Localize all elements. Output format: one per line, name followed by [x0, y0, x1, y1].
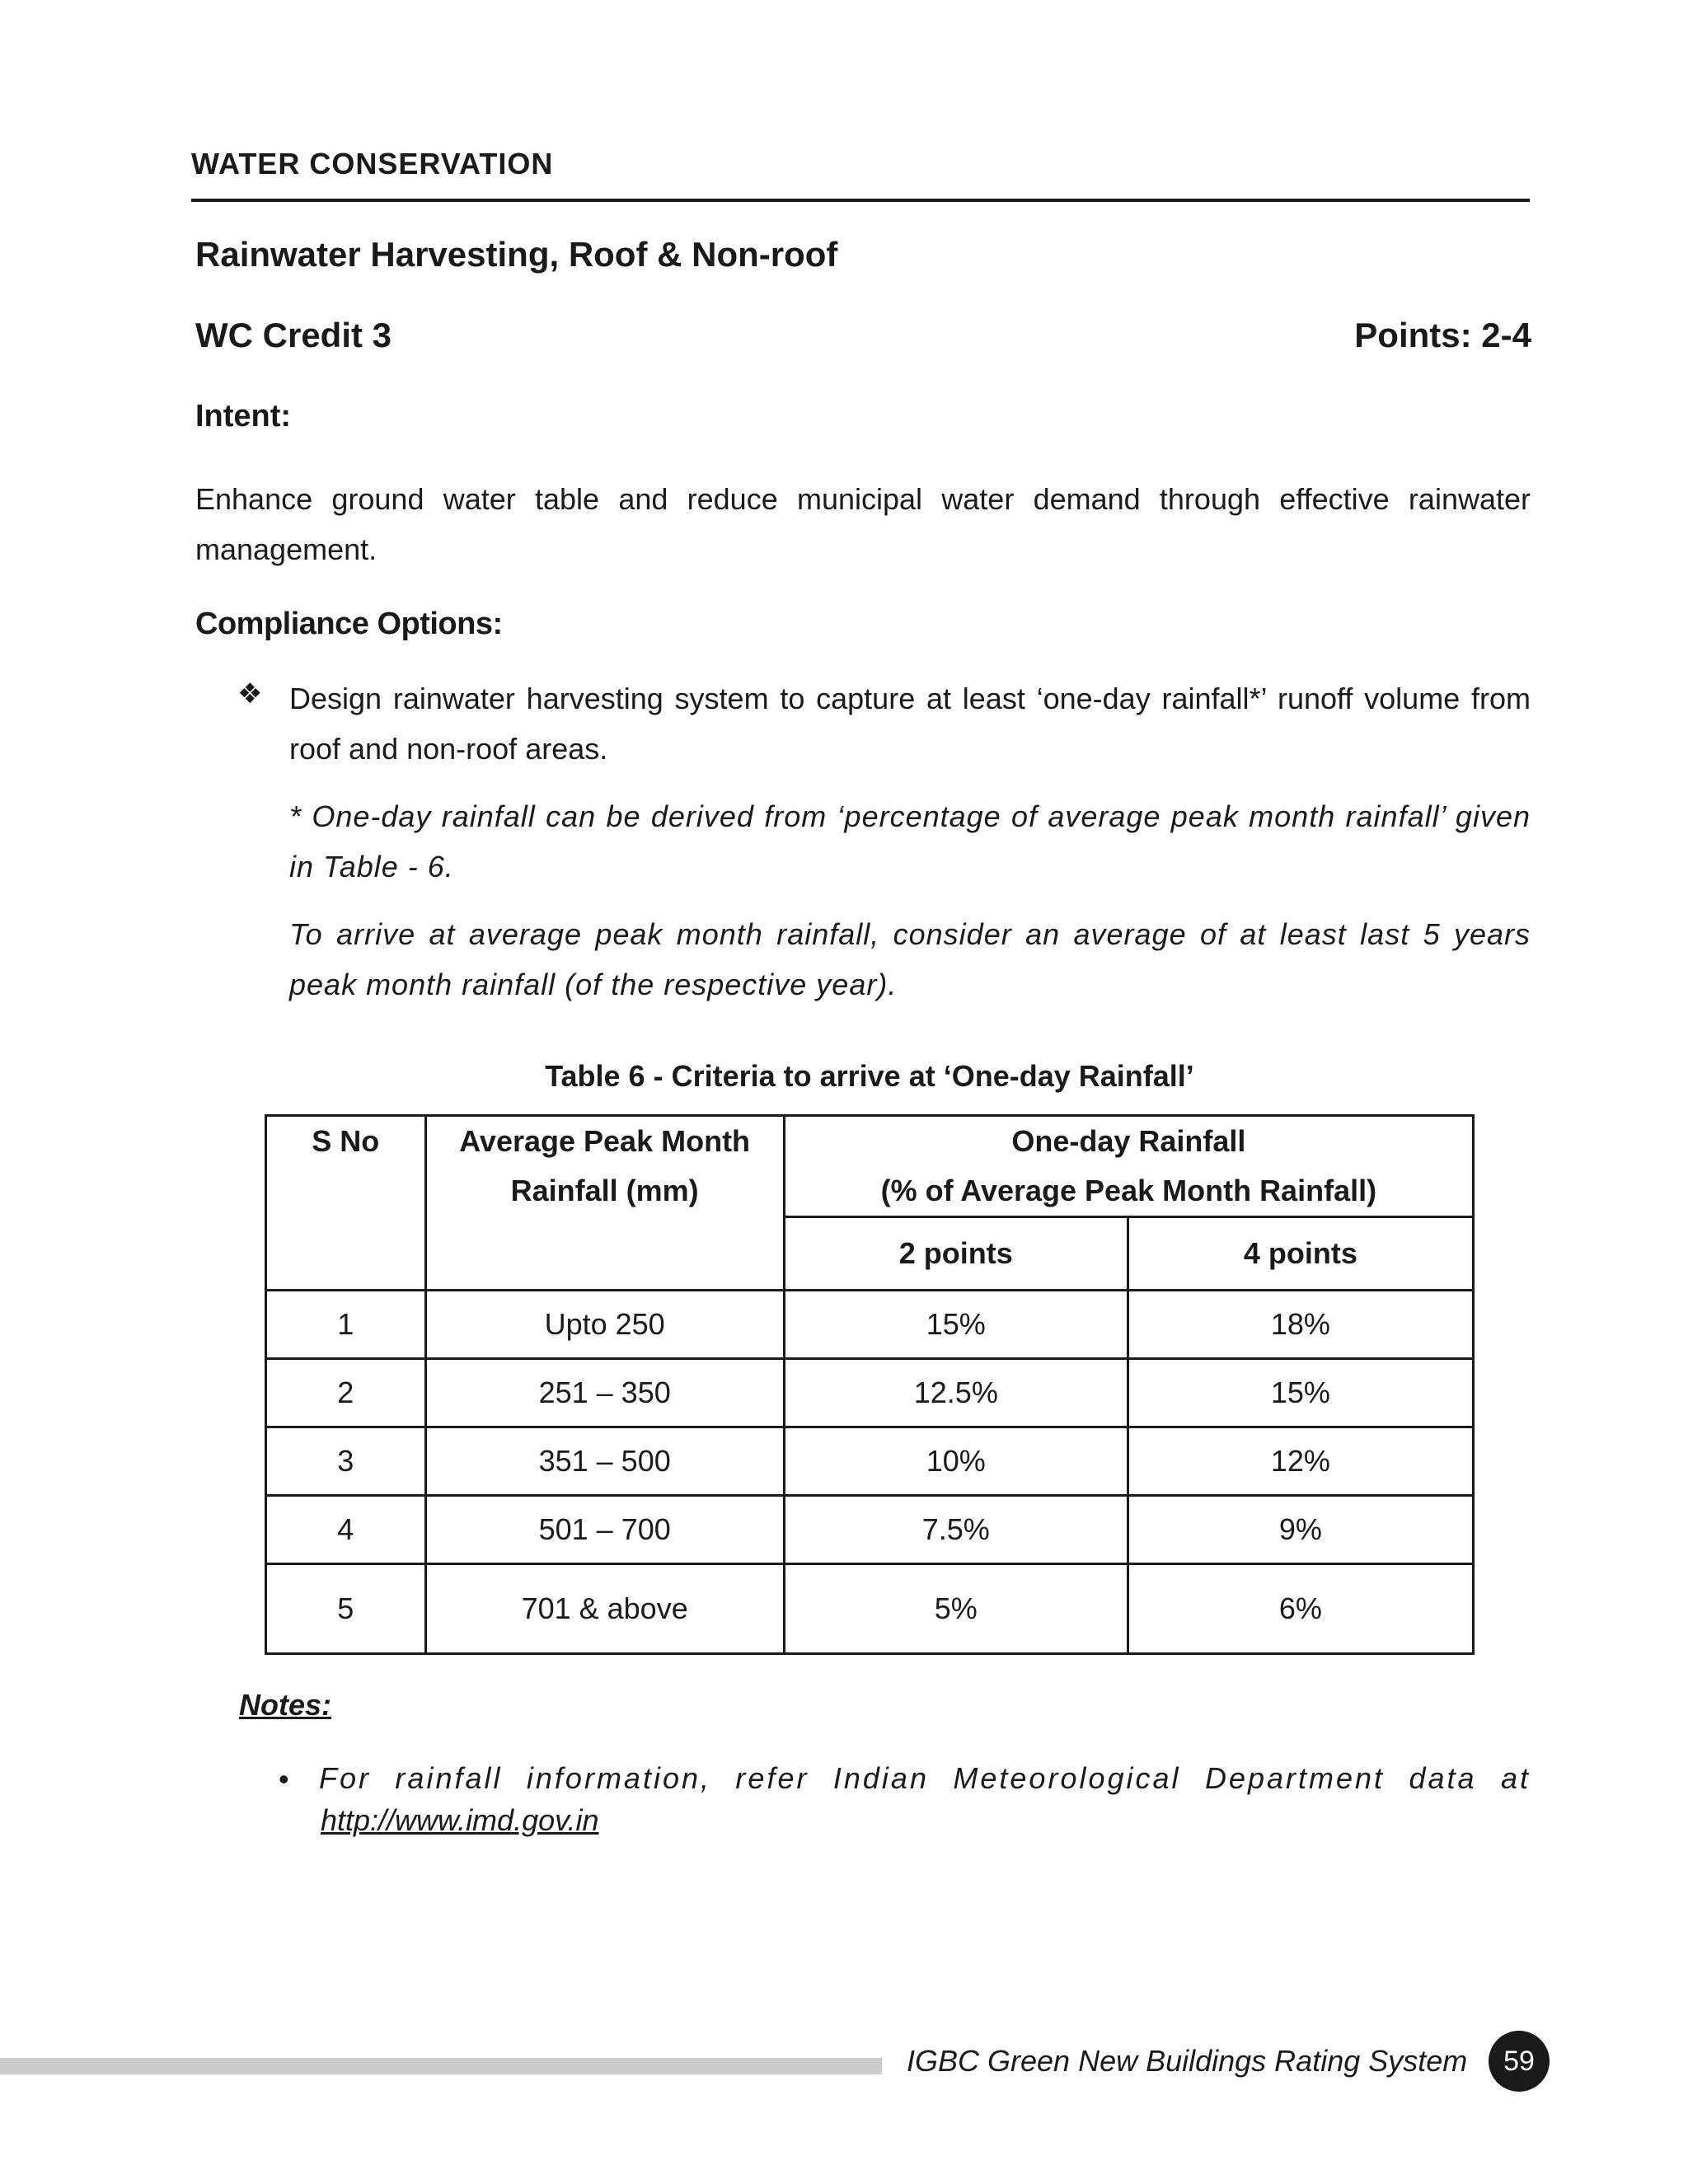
table-row	[266, 1496, 1474, 1564]
table-row	[266, 1427, 1474, 1496]
cell-4-points: 12%	[1128, 1427, 1473, 1496]
bullet-icon: •	[279, 1762, 289, 1796]
cell-2-points: 15%	[784, 1291, 1128, 1359]
cell-2-points: 7.5%	[784, 1496, 1128, 1564]
footer-bar	[0, 2058, 882, 2074]
header-divider	[191, 199, 1530, 202]
table-row	[266, 1359, 1474, 1427]
intent-text: Enhance ground water table and reduce municipal water demand through effective rainwater management.	[195, 482, 1531, 566]
rainfall-criteria-table	[265, 1114, 1475, 1655]
page-number: 59	[1489, 2031, 1550, 2092]
credit-title: Rainwater Harvesting, Roof & Non-roof	[195, 235, 838, 274]
cell-2-points: 5%	[784, 1564, 1128, 1654]
cell-4-points: 15%	[1128, 1359, 1473, 1427]
cell-range: 701 & above	[425, 1564, 784, 1654]
cell-4-points: 18%	[1128, 1291, 1473, 1359]
table-caption: Table 6 - Criteria to arrive at ‘One-day Rainfall’	[545, 1059, 1194, 1093]
cell-range: 351 – 500	[425, 1427, 784, 1496]
cell-range: 501 – 700	[425, 1496, 784, 1564]
credit-code: WC Credit 3	[195, 316, 392, 354]
footnote-average-peak: To arrive at average peak month rainfall, consider an average of at least last 5 years peak month rainfall (of the respective year).	[289, 917, 1531, 1001]
cell-2-points: 12.5%	[784, 1359, 1128, 1427]
header-avg-peak-rainfall: Average Peak Month Rainfall (mm)	[425, 1116, 784, 1291]
compliance-heading: Compliance Options:	[195, 607, 503, 641]
section-header: WATER CONSERVATION	[191, 147, 554, 180]
footnote-one-day-rainfall: * One-day rainfall can be derived from ‘percentage of average peak month rainfall’ given in Table - 6.	[289, 799, 1531, 883]
credit-points: Points: 2-4	[1354, 316, 1531, 354]
cell-sno: 2	[266, 1359, 426, 1427]
cell-4-points: 6%	[1128, 1564, 1473, 1654]
intent-heading: Intent:	[195, 399, 292, 434]
imd-link[interactable]: http://www.imd.gov.in	[321, 1803, 599, 1837]
compliance-option-text: Design rainwater harvesting system to capture at least ‘one-day rainfall*’ runoff volume from roof and non-roof areas.	[289, 682, 1531, 766]
header-2-points: 2 points	[784, 1217, 1128, 1291]
footer-title: IGBC Green New Buildings Rating System	[907, 2044, 1468, 2078]
notes-heading: Notes:	[239, 1688, 332, 1722]
cell-sno: 5	[266, 1564, 426, 1654]
header-4-points: 4 points	[1128, 1217, 1473, 1291]
table-row	[266, 1291, 1474, 1359]
cell-range: 251 – 350	[425, 1359, 784, 1427]
header-sno: S No	[266, 1116, 426, 1291]
table-row	[266, 1564, 1474, 1654]
cell-range: Upto 250	[425, 1291, 784, 1359]
diamond-bullet-icon: ❖	[237, 678, 263, 710]
cell-2-points: 10%	[784, 1427, 1128, 1496]
cell-sno: 4	[266, 1496, 426, 1564]
cell-4-points: 9%	[1128, 1496, 1473, 1564]
cell-sno: 1	[266, 1291, 426, 1359]
cell-sno: 3	[266, 1427, 426, 1496]
notes-text: For rainfall information, refer Indian Meteorological Department data at	[319, 1761, 1531, 1795]
header-one-day-rainfall: One-day Rainfall (% of Average Peak Month Rainfall)	[784, 1116, 1473, 1217]
